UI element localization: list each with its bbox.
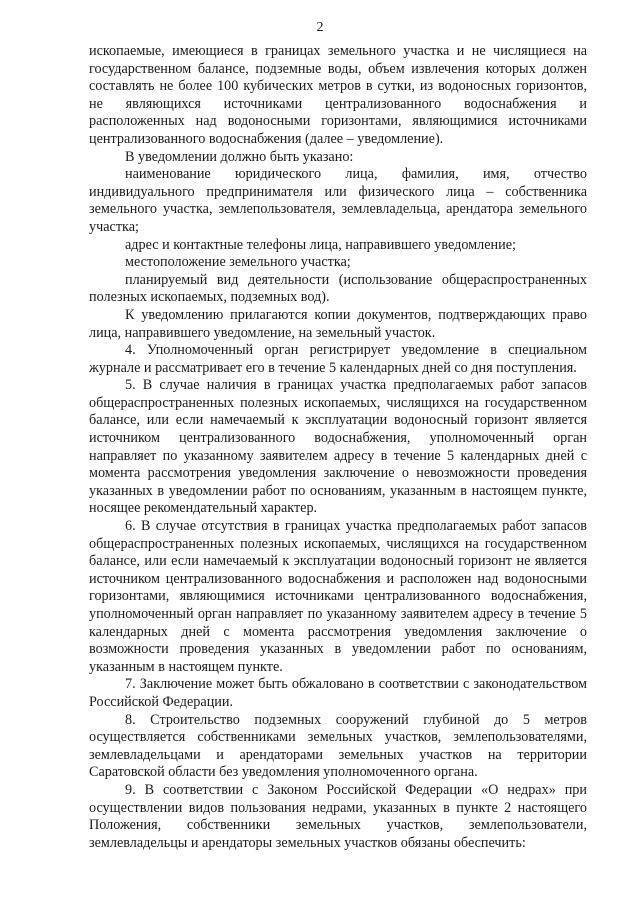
paragraph-item-4: 4. Уполномоченный орган регистрирует уведомление в специальном журнале и рассматривает его в течение 5 календарных дней со дня поступления. bbox=[89, 342, 587, 376]
paragraph-list-item: адрес и контактные телефоны лица, направившего уведомление; bbox=[125, 236, 516, 253]
paragraph-list-item: планируемый вид деятельности (использование общераспространенных полезных ископаемых, подземных вод). bbox=[89, 271, 587, 306]
paragraph-continuation: ископаемые, имеющиеся в границах земельного участка и не числящиеся на государственном балансе, подземные воды, объем извлечения которых должен составлять не более 100 кубических метров в сутки, из водоносных горизонтов, не являющихся источниками централизованного водоснабжения и расположенных над водоносными горизонтами, являющимися источниками централизованного водоснабжения (далее – уведомление). bbox=[89, 43, 587, 147]
paragraph-item-9: 9. В соответствии с Законом Российской Федерации «О недрах» при осуществлении видов пользования недрами, указанных в пункте 2 настоящего Положения, собственники земельных участков, землепользователи, землевладельцы и арендаторы земельных участков обязаны обеспечить: bbox=[89, 781, 587, 851]
paragraph-list-item: наименование юридического лица, фамилия, имя, отчество индивидуального предпринимателя или физического лица – собственника земельного участка, землепользователя, землевладельца, арендатора земельного участка; bbox=[89, 166, 587, 235]
paragraph-item-5: 5. В случае наличия в границах участка предполагаемых работ запасов общераспространенных полезных ископаемых, числящихся на государственном балансе, или если намечаемый к эксплуатации водоносный горизонт является источником централизованного водоснабжения, уполномоченный орган направляет по указанному заявителем адресу в течение 5 календарных дней с момента рассмотрения уведомления заключение о невозможности проведения указанных в уведомлении работ по основаниям, указанным в настоящем пункте, носящее рекомендательный характер. bbox=[89, 377, 587, 517]
document-body bbox=[89, 43, 587, 852]
paragraph-list-item: местоположение земельного участка; bbox=[125, 254, 351, 271]
paragraph-item-7: 7. Заключение может быть обжаловано в соответствии с законодательством Российской Федерации. bbox=[89, 676, 587, 710]
paragraph-notice-requirements: В уведомлении должно быть указано: bbox=[125, 148, 354, 165]
paragraph-item-6: 6. В случае отсутствия в границах участка предполагаемых работ запасов общераспространенных полезных ископаемых, числящихся на государственном балансе, или если намечаемый к эксплуатации водоносный горизонт не является источником централизованного водоснабжения и расположен над водоносными горизонтами, являющимися источниками централизованного водоснабжения, уполномоченный орган направляет по указанному заявителем адресу в течение 5 календарных дней с момента рассмотрения уведомления заключение о возможности проведения указанных в уведомлении работ по основаниям, указанным в настоящем пункте. bbox=[89, 518, 587, 675]
page-number: 2 bbox=[316, 20, 324, 35]
paragraph-item-8: 8. Строительство подземных сооружений глубиной до 5 метров осуществляется собственниками земельных участков, землепользователями, землевладельцами и арендаторами земельных участков на территории Саратовской области без уведомления уполномоченного органа. bbox=[89, 711, 587, 781]
paragraph-attachments: К уведомлению прилагаются копии документов, подтверждающих право лица, направившего уведомление, на земельный участок. bbox=[89, 306, 587, 341]
